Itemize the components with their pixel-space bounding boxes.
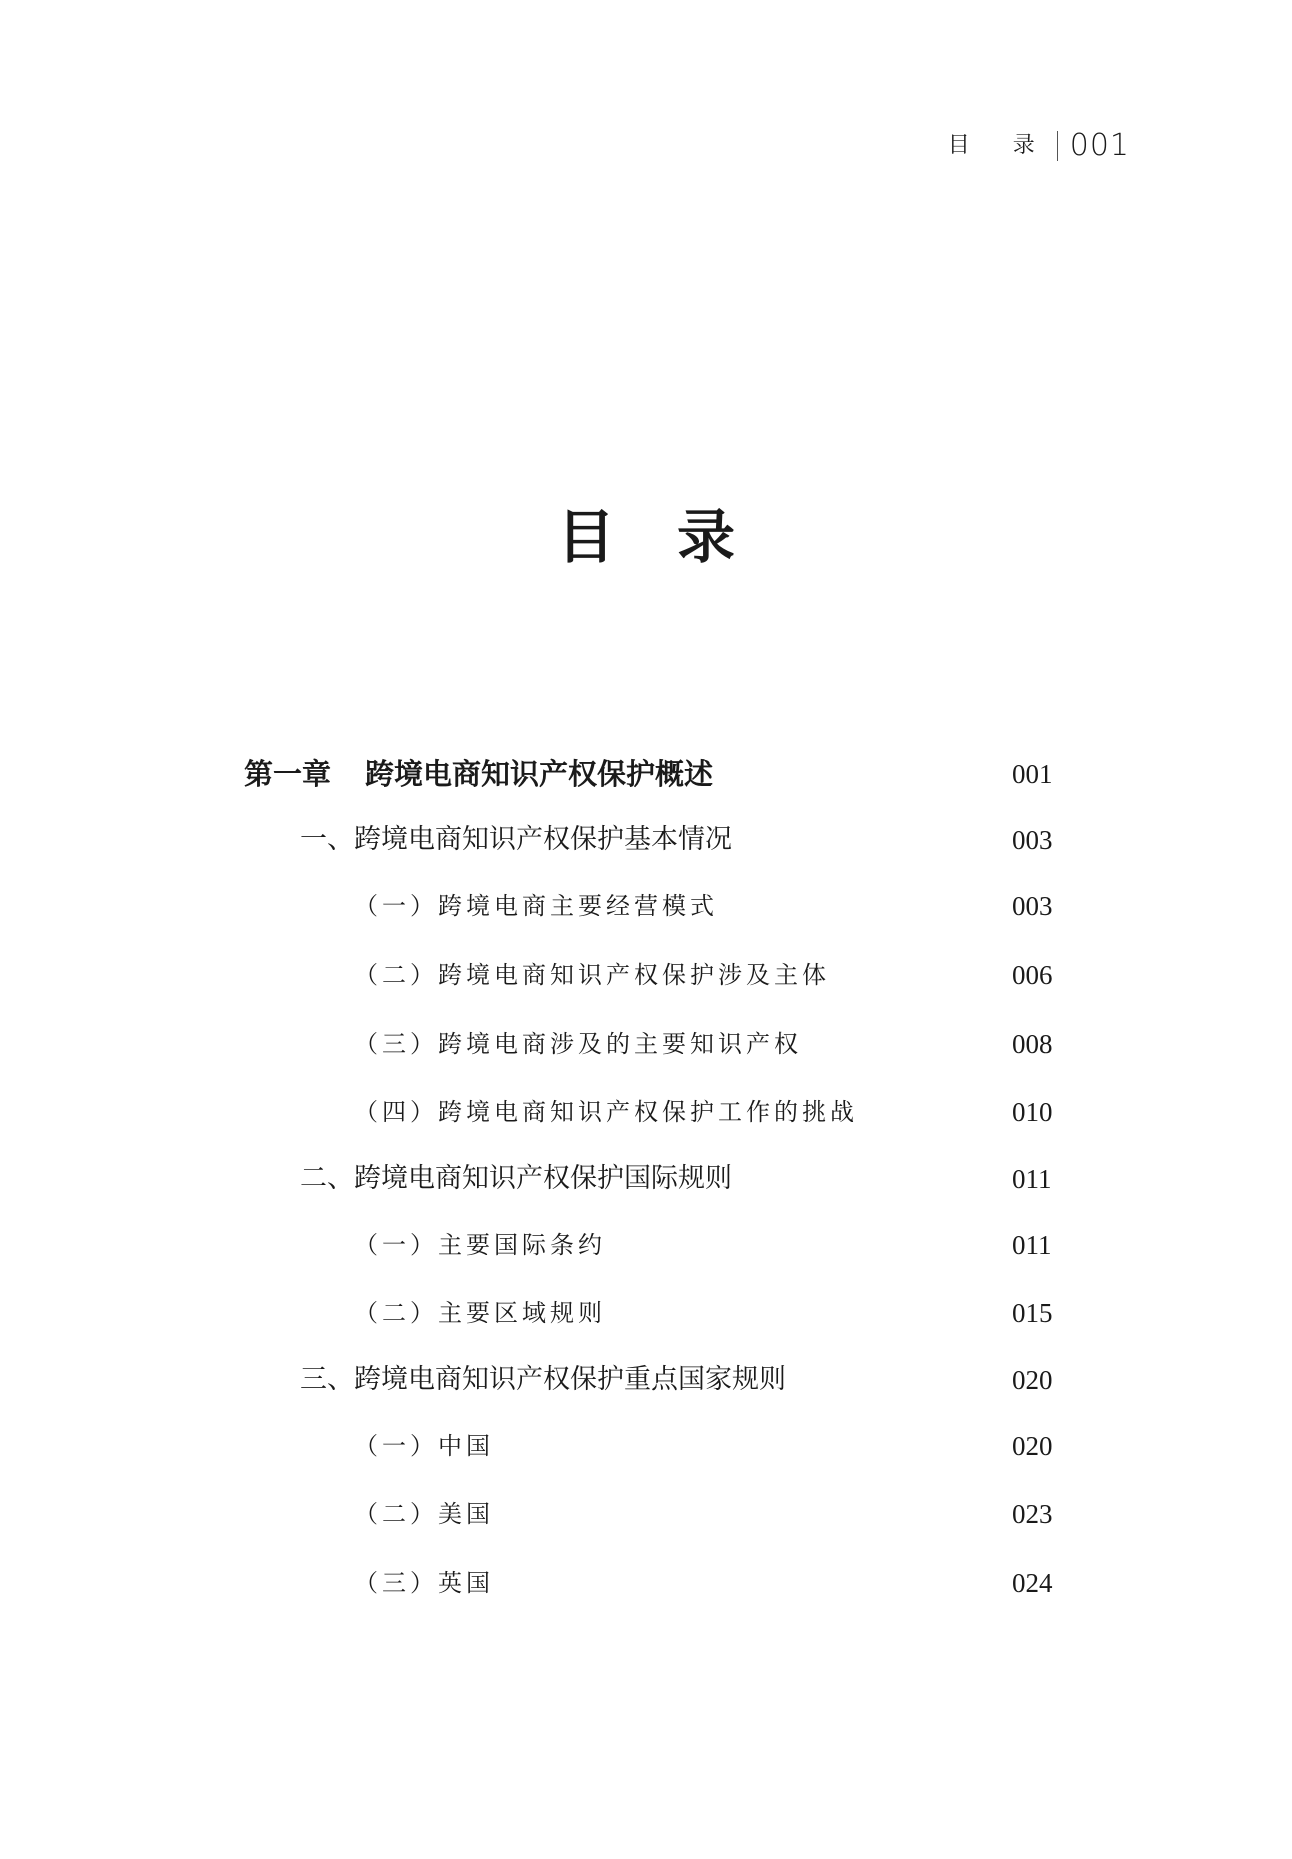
toc-page-number: 023 [1012,1499,1053,1529]
toc-page-number: 001 [1012,759,1053,789]
toc-page-number: 003 [1012,891,1053,921]
toc-entry-label: 三、跨境电商知识产权保护重点国家规则 [300,1364,786,1395]
toc-page-number: 020 [1012,1431,1053,1461]
toc-chapter-number: 第一章 [244,757,332,791]
toc-page-number: 015 [1012,1298,1053,1328]
toc-subsection-2-2[interactable] [0,1291,1292,1335]
toc-chapter-title: 跨境电商知识产权保护概述 [365,757,714,791]
toc-entry-label: （一）跨境电商主要经营模式 [354,892,718,920]
toc-entry-label: （三）跨境电商涉及的主要知识产权 [354,1030,802,1058]
toc-page-number: 024 [1012,1568,1053,1598]
toc-entry-label: （一）主要国际条约 [354,1231,606,1259]
toc-subsection-3-2[interactable] [0,1492,1292,1536]
page-title: 目录 [556,503,797,571]
toc-section-3[interactable] [0,1358,1292,1402]
toc-subsection-1-4[interactable] [0,1090,1292,1134]
toc-subsection-3-3[interactable] [0,1561,1292,1605]
toc-page-number: 006 [1012,960,1053,990]
toc-page-number: 008 [1012,1029,1053,1059]
toc-page-number: 010 [1012,1097,1053,1127]
toc-entry-label: （四）跨境电商知识产权保护工作的挑战 [354,1098,858,1126]
toc-subsection-3-1[interactable] [0,1424,1292,1468]
toc-subsection-1-2[interactable] [0,953,1292,997]
toc-entry-label: （二）主要区域规则 [354,1299,606,1327]
toc-entry-label: 二、跨境电商知识产权保护国际规则 [300,1163,732,1194]
toc-entry-label: （三）英国 [354,1569,494,1597]
running-header-title: 目 录 [947,133,1053,158]
toc-entry-label [244,752,713,796]
toc-chapter-1[interactable] [0,752,1292,796]
toc-page-number: 003 [1012,825,1053,855]
toc-page-number: 020 [1012,1365,1053,1395]
toc-entry-label: （二）跨境电商知识产权保护涉及主体 [354,961,830,989]
toc-subsection-2-1[interactable] [0,1223,1292,1267]
toc-page-number: 011 [1012,1164,1052,1194]
toc-entry-label: （二）美国 [354,1500,494,1528]
toc-section-2[interactable] [0,1157,1292,1201]
toc-section-1[interactable] [0,818,1292,862]
toc-subsection-1-3[interactable] [0,1022,1292,1066]
toc-page-number: 011 [1012,1230,1052,1260]
running-header-divider [1057,131,1058,161]
running-header-page-number: 001 [1069,128,1130,163]
toc-subsection-1-1[interactable] [0,884,1292,928]
running-header [948,128,1130,164]
toc-entry-label: 一、跨境电商知识产权保护基本情况 [300,824,732,855]
toc-entry-label: （一）中国 [354,1432,494,1460]
